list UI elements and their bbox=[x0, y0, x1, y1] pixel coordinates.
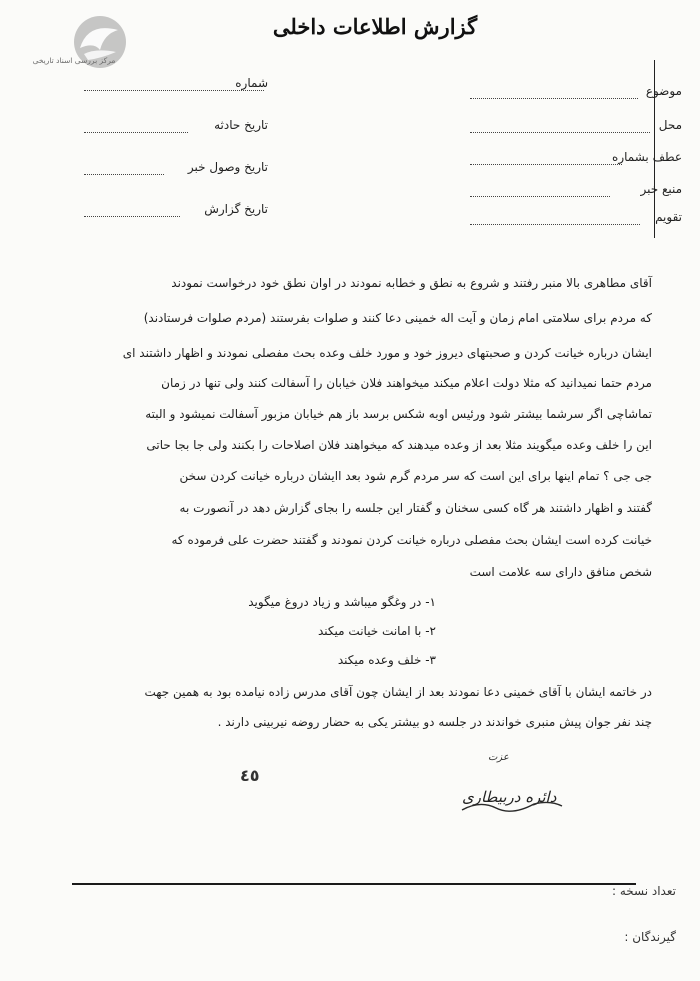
field-report-date-line bbox=[84, 216, 180, 217]
field-assessment-line bbox=[470, 224, 640, 225]
page-number: ٤٥ bbox=[240, 766, 260, 785]
field-assessment-label: تقویم bbox=[655, 210, 682, 224]
field-source-line bbox=[470, 196, 610, 197]
body-line: این را خلف وعده میگویند مثلا بعد از وعده میدهند که میخواهند فلان اصلاحات را بکنند ولی جا بجا حاتی bbox=[146, 438, 652, 452]
closing-line: چند نفر جوان پیش منبری خواندند در جلسه دو بیشتر یکی به حضار روضه نیربینی دارند . bbox=[217, 715, 652, 729]
logo-caption: مرکز بررسی اسناد تاریخی bbox=[32, 56, 116, 65]
copies-label: تعداد نسخه : bbox=[611, 884, 676, 898]
field-subject-line bbox=[470, 98, 638, 99]
field-location-label: محل bbox=[658, 118, 682, 132]
field-subject-label: موضوع bbox=[645, 84, 682, 98]
body-line: خیانت کرده است ایشان بحث مفصلی درباره خیانت کردن نمودند و گفتند حضرت علی فرموده که bbox=[171, 533, 652, 547]
field-source-label: منبع خبر bbox=[640, 182, 682, 196]
field-receipt-date-line bbox=[84, 174, 164, 175]
field-receipt-date-label: تاریخ وصول خبر bbox=[187, 160, 268, 174]
body-line: ایشان درباره خیانت کردن و صحبتهای دیروز خود و مورد خلف وعده بحث مفصلی نمودند و اظهار داشتند ای bbox=[122, 346, 652, 360]
body-line: مردم حتما نمیدانید که مثلا دولت اعلام میکند میخواهند فلان خیابان را آسفالت کنند ولی تنها در زمان bbox=[161, 376, 652, 390]
field-incident-date-line bbox=[84, 132, 188, 133]
field-incident-date-label: تاریخ حادثه bbox=[214, 118, 268, 132]
body-line: شخص منافق دارای سه علامت است bbox=[469, 565, 652, 579]
closing-line: در خاتمه ایشان با آقای خمینی دعا نمودند بعد از ایشان چون آقای مدرس زاده نیامده بود به همین جهت bbox=[144, 685, 652, 699]
body-line: گفتند و اظهار داشتند هر گاه کسی سخنان و گفتار این جلسه را بجای گزارش دهد در آنصورت به bbox=[179, 501, 652, 515]
list-item: ۳- خلف وعده میکند bbox=[337, 653, 436, 667]
body-line: تماشاچی اگر سرشما بیشتر شود ورئیس اوبه شکس برسد باز هم خیابان مزبور آسفالت نمیشود و البته bbox=[145, 407, 652, 421]
body-line: که مردم برای سلامتی امام زمان و آیت اله خمینی دعا کنند و صلوات بفرستند (مردم صلوات فرستادند) bbox=[143, 311, 652, 325]
signature-label: عزت bbox=[488, 752, 509, 763]
field-number-label: شماره bbox=[235, 76, 268, 90]
signature-scribble bbox=[450, 760, 570, 820]
signature-name: دائره دربیطاری bbox=[462, 788, 557, 806]
body-line: آقای مطاهری بالا منبر رفتند و شروع به نطق و خطابه نمودند در اوان نطق خود درخواست نمودند bbox=[171, 276, 652, 290]
list-item: ۱- در وغگو میباشد و زیاد دروغ میگوید bbox=[248, 595, 436, 609]
body-line: جی جی ؟ تمام اینها برای این است که سر مردم گرم شود بعد اایشان درباره خیانت کردن سخن bbox=[179, 469, 652, 483]
field-reference-label: عطف بشماره bbox=[612, 150, 682, 164]
form-divider bbox=[654, 60, 655, 238]
field-report-date-label: تاریخ گزارش bbox=[204, 202, 268, 216]
recipients-label: گیرندگان : bbox=[624, 930, 676, 944]
archive-logo bbox=[28, 8, 138, 78]
field-number-line bbox=[84, 90, 264, 91]
list-item: ۲- با امانت خیانت میکند bbox=[318, 624, 436, 638]
field-reference-line bbox=[470, 164, 622, 165]
field-location-line bbox=[470, 132, 650, 133]
document-title: گزارش اطلاعات داخلی bbox=[272, 14, 478, 39]
footer-rule bbox=[72, 883, 636, 885]
